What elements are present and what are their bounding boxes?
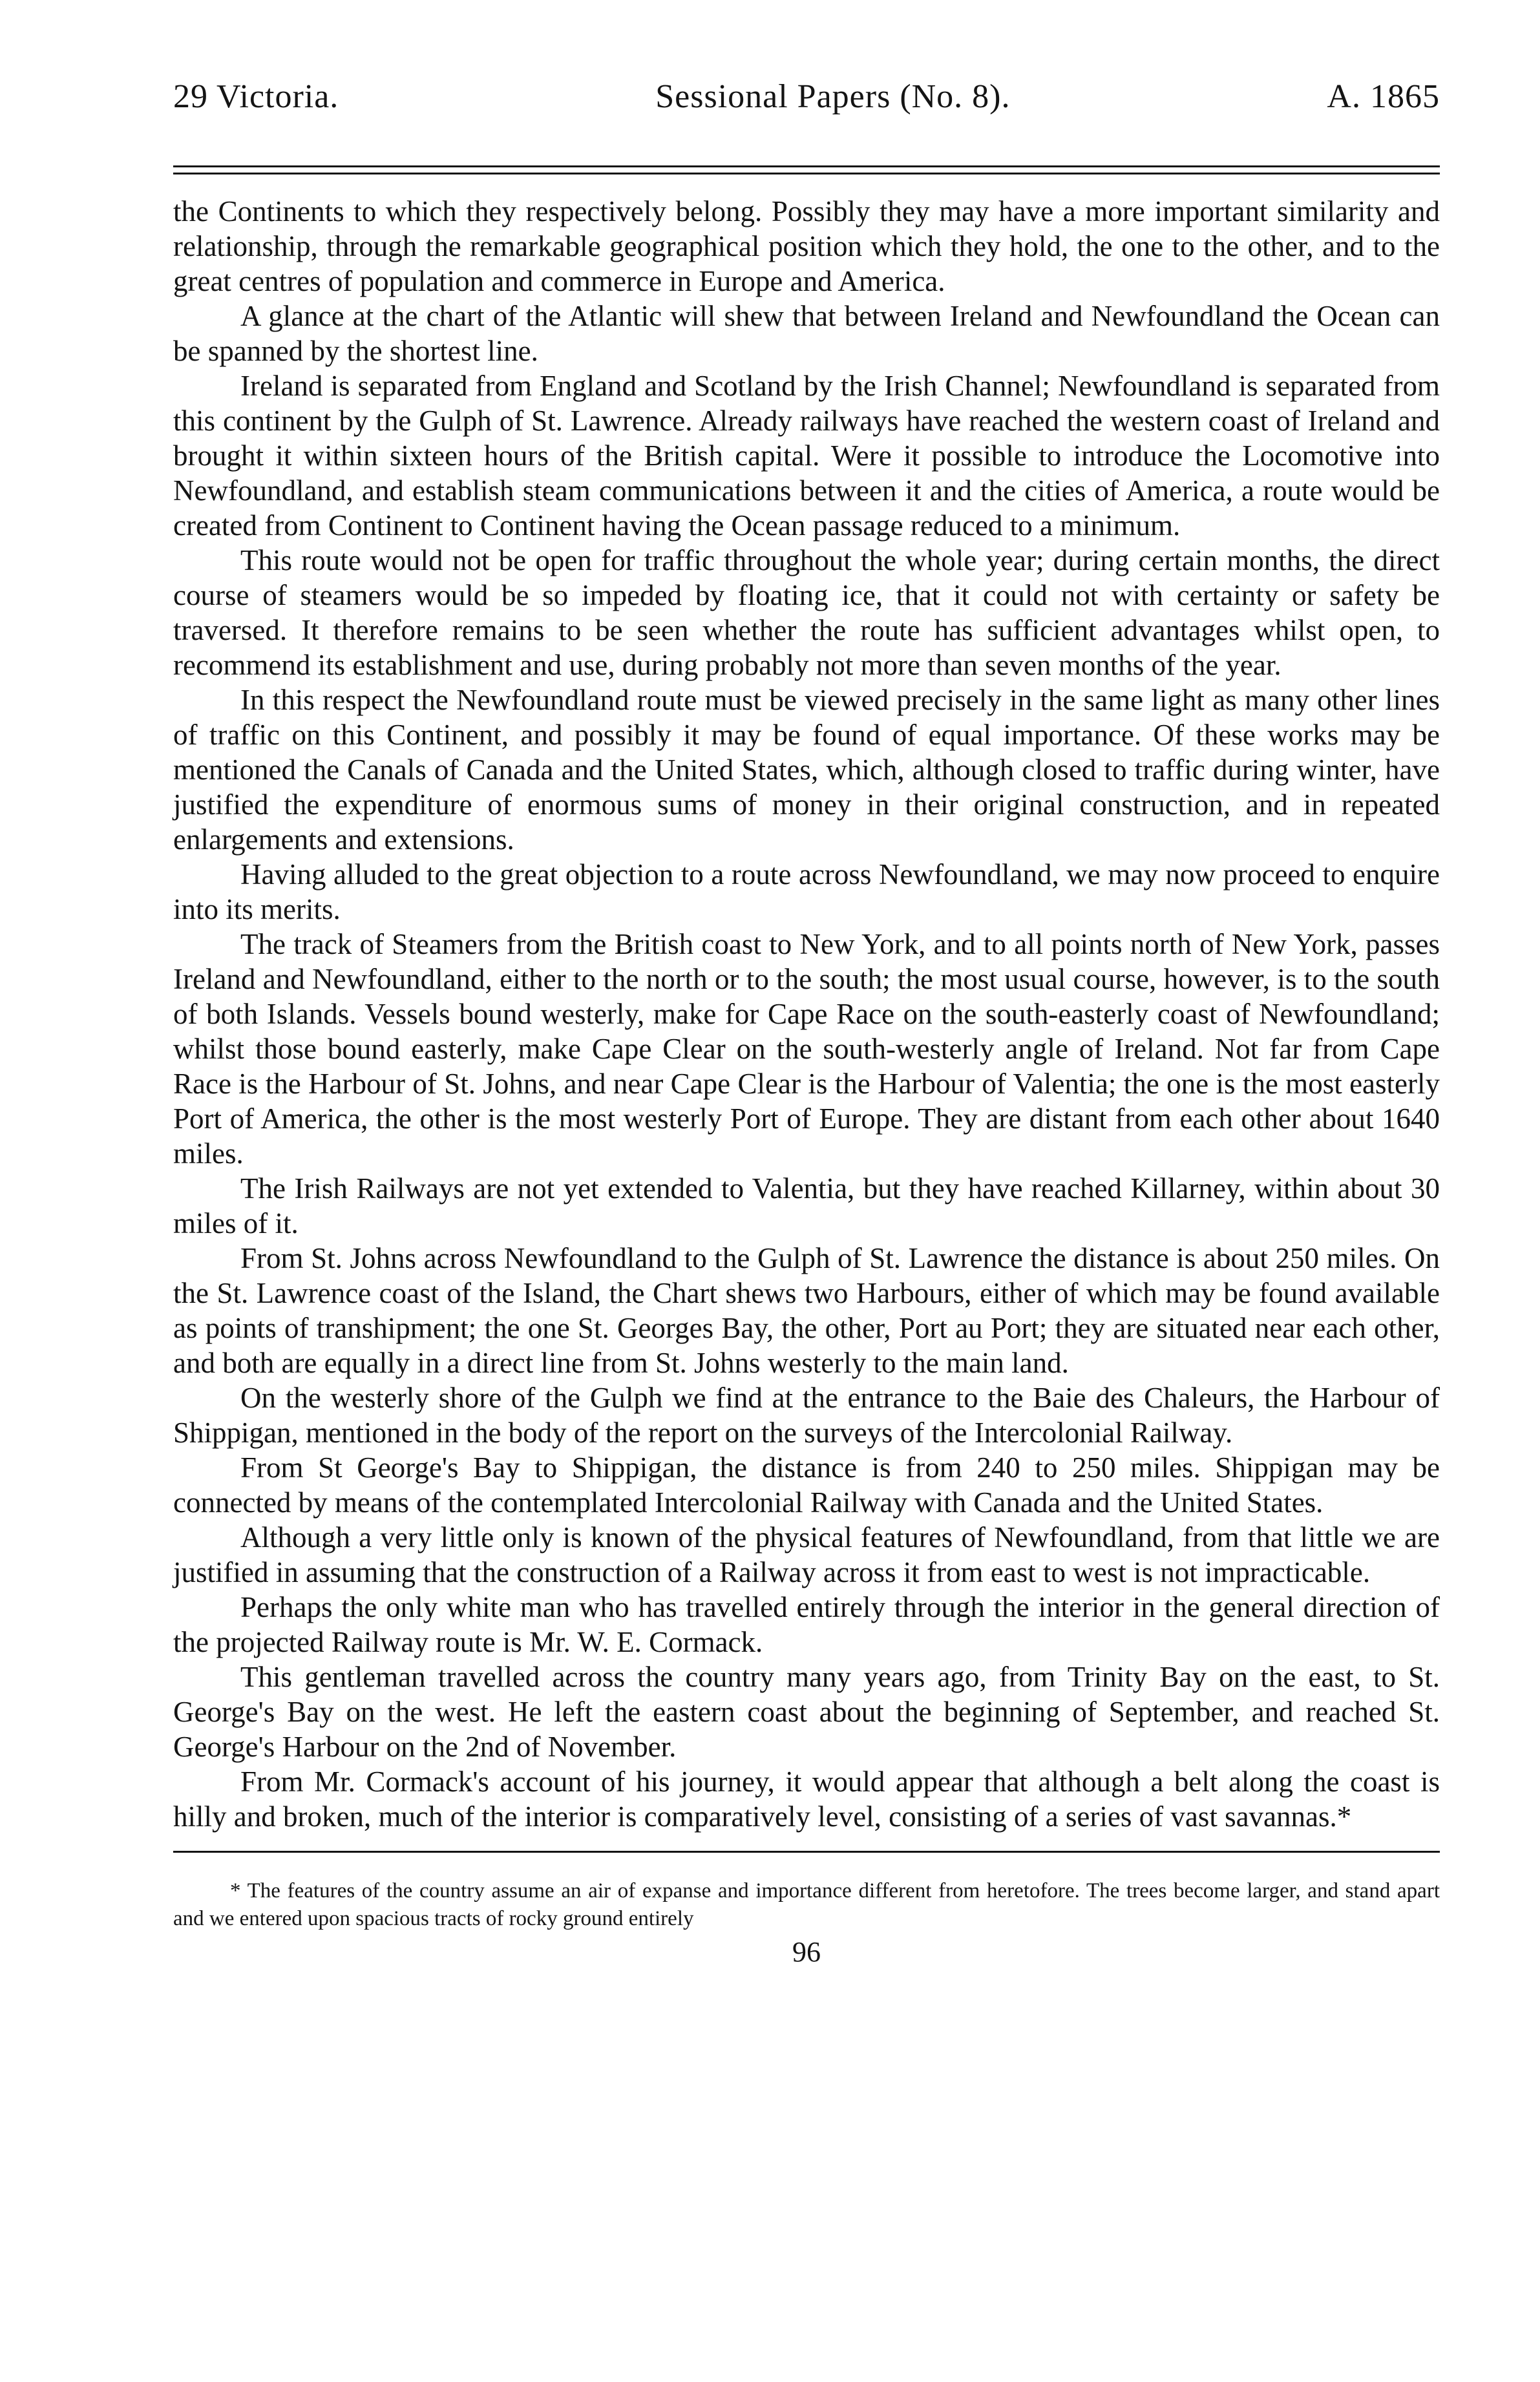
footnote — [173, 1877, 1440, 1933]
paragraph: In this respect the Newfoundland route must be viewed precisely in the same light as many other lines of traffic on this Continent, and possibly it may be found of equal importance. Of these works may be mentioned the Canals of Canada and the United States, which, although closed to traffic during winter, have justified the expenditure of enormous sums of money in their original construction, and in repeated enlargements and extensions. — [173, 684, 1440, 856]
page-number: 96 — [792, 1936, 821, 1968]
footnote-rule — [173, 1851, 1440, 1853]
paragraph: On the westerly shore of the Gulph we find at the entrance to the Baie des Chaleurs, the Harbour of Shippigan, mentioned in the body of the report on the surveys of the Intercolonial Railway. — [173, 1382, 1440, 1449]
paragraph: This route would not be open for traffic throughout the whole year; during certain months, the direct course of steamers would be so impeded by floating ice, that it could not with certainty or safety be traversed. It therefore remains to be seen whether the route has sufficient advantages whilst open, to recommend its establishment and use, during probably not more than seven months of the year. — [173, 544, 1440, 681]
header-rule — [173, 165, 1440, 174]
paragraph: A glance at the chart of the Atlantic will shew that between Ireland and Newfoundland the Ocean can be spanned by the shortest line. — [173, 300, 1440, 367]
paragraph: The Irish Railways are not yet extended to Valentia, but they have reached Killarney, within about 30 miles of it. — [173, 1172, 1440, 1239]
body-text — [173, 194, 1440, 1834]
paragraph: This gentleman travelled across the country many years ago, from Trinity Bay on the east, to St. George's Bay on the west. He left the eastern coast about the beginning of September, and reached St. George's Harbour on the 2nd of November. — [173, 1661, 1440, 1763]
paragraph: From St. Johns across Newfoundland to the Gulph of St. Lawrence the distance is about 250 miles. On the St. Lawrence coast of the Island, the Chart shews two Harbours, either of which may be found available as points of transhipment; the one St. Georges Bay, the other, Port au Port; they are situated near each other, and both are equally in a direct line from St. Johns westerly to the main land. — [173, 1242, 1440, 1379]
paragraph: Ireland is separated from England and Scotland by the Irish Channel; Newfoundland is separated from this continent by the Gulph of St. Lawrence. Already railways have reached the western coast of Ireland and brought it within sixteen hours of the British capital. Were it possible to introduce the Locomotive into Newfoundland, and establish steam communications between it and the cities of America, a route would be created from Continent to Continent having the Ocean passage reduced to a minimum. — [173, 370, 1440, 542]
header-year: A. 1865 — [1327, 78, 1440, 115]
header-title: Sessional Papers (No. 8). — [655, 78, 1011, 115]
paragraph: From St George's Bay to Shippigan, the distance is from 240 to 250 miles. Shippigan may be connected by means of the contemplated Intercolonial Railway with Canada and the United States. — [173, 1451, 1440, 1519]
document-page — [173, 78, 1440, 1968]
running-header — [173, 78, 1440, 129]
paragraph: Having alluded to the great objection to a route across Newfoundland, we may now proceed to enquire into its merits. — [173, 858, 1440, 925]
paragraph: Although a very little only is known of the physical features of Newfoundland, from that little we are justified in assuming that the construction of a Railway across it from east to west is not impracticable. — [173, 1521, 1440, 1588]
paragraph: Perhaps the only white man who has travelled entirely through the interior in the general direction of the projected Railway route is Mr. W. E. Cormack. — [173, 1591, 1440, 1658]
paragraph: the Continents to which they respectively belong. Possibly they may have a more important similarity and relationship, through the remarkable geographical position which they hold, the one to the other, and to the great centres of population and commerce in Europe and America. — [173, 195, 1440, 297]
footnote-text: * The features of the country assume an air of expanse and importance different from heretofore. The trees become larger, and stand apart and we entered upon spacious tracts of rocky ground entirely — [173, 1879, 1440, 1930]
paragraph: The track of Steamers from the British coast to New York, and to all points north of New York, passes Ireland and Newfoundland, either to the north or to the south; the most usual course, however, is to the south of both Islands. Vessels bound westerly, make for Cape Race on the south-easterly coast of Newfoundland; whilst those bound easterly, make Cape Clear on the south-westerly angle of Ireland. Not far from Cape Race is the Harbour of St. Johns, and near Cape Clear is the Harbour of Valentia; the one is the most easterly Port of America, the other is the most westerly Port of Europe. They are distant from each other about 1640 miles. — [173, 928, 1440, 1170]
paragraph: From Mr. Cormack's account of his journey, it would appear that although a belt along the coast is hilly and broken, much of the interior is comparatively level, consisting of a series of vast savannas.* — [173, 1765, 1440, 1833]
header-volume: 29 Victoria. — [173, 78, 339, 115]
